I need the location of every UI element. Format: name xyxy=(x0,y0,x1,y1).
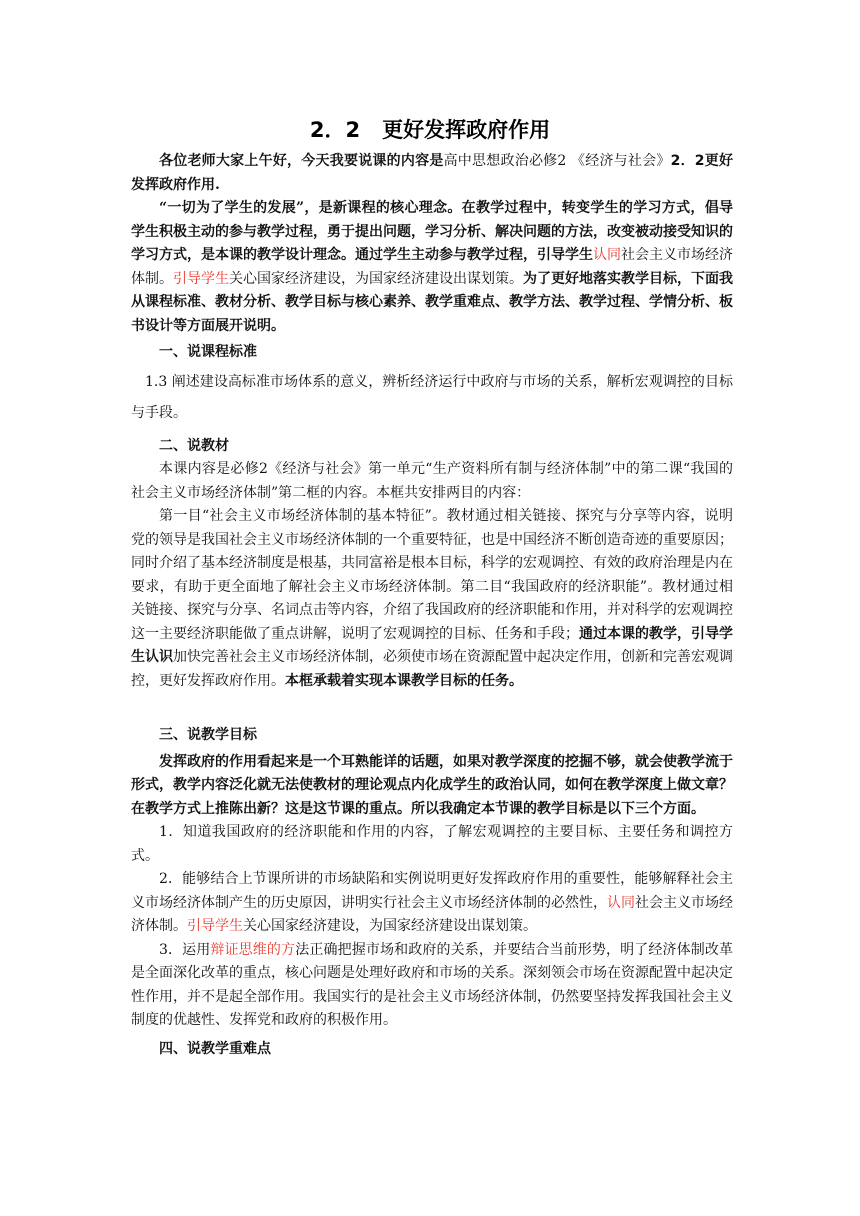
intro-paragraph xyxy=(131,150,733,197)
title-text: 更好发挥政府作用 xyxy=(382,118,551,142)
intro-a: 各位老师大家上午好，今天我要说课的内容是 xyxy=(159,153,444,169)
document-body xyxy=(131,150,733,1061)
concept-b: 认同 xyxy=(593,247,621,263)
section-3-p1: 发挥政府的作用看起来是一个耳熟能详的话题，如果对教学深度的挖掘不够，就会使教学流于形式，教学内容泛化就无法使教材的理论观点内化成学生的政治认同，如何在教学深度上做文章？在教学方式上推陈出新？这是这节课的重点。所以我确定本节课的教学目标是以下三个方面。 xyxy=(131,753,733,817)
concept-e: 关心国家经济建设，为国家经济建设出谋划策。 xyxy=(229,270,523,287)
intro-c: 2．2 xyxy=(670,153,705,169)
goal-item-2 xyxy=(131,868,733,939)
goal-item-3a: 3．运用 xyxy=(159,941,211,958)
goal-item-2a: 2．能够结合上节课所讲的市场缺陷和实例说明更好发挥政府作用的重要性，能够解释社会主义市场经济体制产生的历史原因，讲明实行社会主义市场经济体制的必然性， xyxy=(131,871,733,911)
intro-d: 更好发挥政府作用. xyxy=(131,153,734,193)
section-2-p2 xyxy=(131,505,733,693)
concept-c: 社会主义市场经济体制。 xyxy=(131,247,733,287)
section-2-p1: 本课内容是必修2《经济与社会》第一单元“生产资料所有制与经济体制”中的第二课“我国的社会主义市场经济体制”第二框的内容。本框共安排两目的内容： xyxy=(131,461,733,501)
goal-item-3 xyxy=(131,939,733,1033)
blank-line xyxy=(131,693,733,716)
document-title xyxy=(0,114,860,144)
section-4-heading: 四、说教学重难点 xyxy=(159,1040,271,1057)
goal-item-3b: 辩证思维的方 xyxy=(210,941,296,958)
goal-item-2c: 社会主义市场经济体制。 xyxy=(131,894,733,934)
concept-f: 为了更好地落实教学目标，下面我从课程标准、教材分析、教学目标与核心素养、教学重难点、教学方法、教学过程、学情分析、板书设计等方面展开说明。 xyxy=(131,270,733,334)
section-3-heading: 三、说教学目标 xyxy=(159,727,257,743)
section-2-p2b: 通过本课的教学，引导学生认识 xyxy=(131,625,733,665)
concept-paragraph xyxy=(131,197,733,338)
goal-item-2e: 关心国家经济建设，为国家经济建设出谋划策。 xyxy=(243,918,537,934)
goal-item-3c: 法正确把握市场和政府的关系，并要结合当前形势，明了经济体制改革是全面深化改革的重点，核心问题是处理好政府和市场的关系。深刻领会市场在资源配置中起决定性作用，并不是起全部作用。我国实行的是社会主义市场经济体制，仍然要坚持发挥我国社会主义制度的优越性、发挥党和政府的积极作用。 xyxy=(131,941,733,1028)
section-2-p2c: 加快完善社会主义市场经济体制，必须使市场在资源配置中起决定作用，创新和完善宏观调控，更好发挥政府作用。 xyxy=(131,649,733,689)
concept-d: 引导学生 xyxy=(173,270,229,287)
section-1-text: 1.3 阐述建设高标准市场体系的意义，辨析经济运行中政府与市场的关系，解析宏观调控的目标与手段。 xyxy=(131,373,733,421)
title-number: 2．2 xyxy=(309,118,361,142)
section-2-p2a: 第一目“社会主义市场经济体制的基本特征”。教材通过相关链接、探究与分享等内容，说明党的领导是我国社会主义市场经济体制的一个重要特征，也是中国经济不断创造奇迹的重要原因；同时介绍了基本经济制度是根基，共同富裕是根本目标，科学的宏观调控、有效的政府治理是内在要求，有助于更全面地了解社会主义市场经济体制。第二目“我国政府的经济职能”。教材通过相关链接、探究与分享、名词点击等内容，介绍了我国政府的经济职能和作用，并对科学的宏观调控这一主要经济职能做了重点讲解，说明了宏观调控的目标、任务和手段； xyxy=(131,508,733,642)
section-2-p2d: 本框承载着实现本课教学目标的任务。 xyxy=(285,672,523,689)
section-2-heading: 二、说教材 xyxy=(159,437,229,454)
goal-item-1: 1．知道我国政府的经济职能和作用的内容，了解宏观调控的主要目标、主要任务和调控方式。 xyxy=(131,824,733,864)
intro-b: 高中思想政治必修2 《经济与社会》 xyxy=(443,153,671,169)
section-1-heading: 一、说课程标准 xyxy=(159,344,257,360)
goal-item-2b: 认同 xyxy=(607,894,635,911)
concept-a: “一切为了学生的发展”，是新课程的核心理念。在教学过程中，转变学生的学习方式，倡导学生积极主动的参与教学过程，勇于提出问题，学习分析、解决问题的方法，改变被动接受知识的学习方式，是本课的教学设计理念。通过学生主动参与教学过程，引导学生 xyxy=(131,200,733,263)
goal-item-2d: 引导学生 xyxy=(187,918,243,934)
